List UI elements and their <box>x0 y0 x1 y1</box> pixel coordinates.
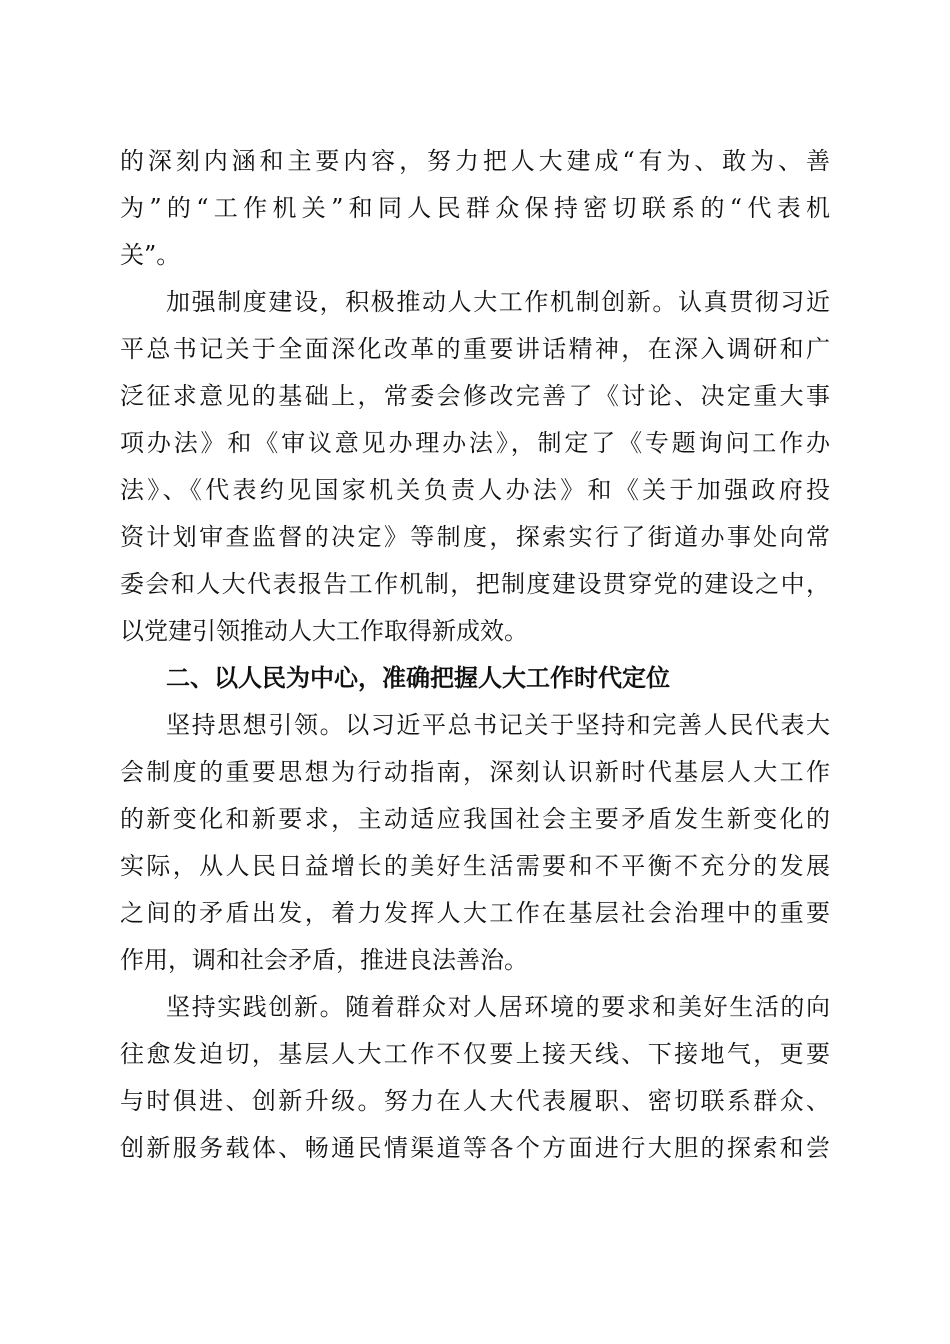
text-line: 坚持思想引领。以习近平总书记关于坚持和完善人民代表大 <box>166 711 830 739</box>
text-line: 资计划审查监督的决定》等制度，探索实行了街道办事处向常 <box>120 523 830 551</box>
text-line: 委会和人大代表报告工作机制，把制度建设贯穿党的建设之中， <box>120 570 830 598</box>
text-line: 创新服务载体、畅通民情渠道等各个方面进行大胆的探索和尝 <box>120 1134 830 1162</box>
text-line: 作用，调和社会矛盾，推进良法善治。 <box>120 946 528 974</box>
text-line: 加强制度建设，积极推动人大工作机制创新。认真贯彻习近 <box>166 288 830 316</box>
text-line: 的深刻内涵和主要内容，努力把人大建成“有为、敢为、善 <box>120 147 830 175</box>
text-line: 项办法》和《审议意见办理办法》，制定了《专题询问工作办 <box>120 429 830 457</box>
text-line: 的新变化和新要求，主动适应我国社会主要矛盾发生新变化的 <box>120 805 830 833</box>
section-heading: 二、以人民为中心，准确把握人大工作时代定位 <box>166 664 670 692</box>
text-line: 实际，从人民日益增长的美好生活需要和不平衡不充分的发展 <box>120 852 830 880</box>
text-line: 为”的“工作机关”和同人民群众保持密切联系的“代表机 <box>120 194 830 222</box>
text-line: 泛征求意见的基础上，常委会修改完善了《讨论、决定重大事 <box>120 382 830 410</box>
text-line: 以党建引领推动人大工作取得新成效。 <box>120 617 528 645</box>
text-line: 平总书记关于全面深化改革的重要讲话精神，在深入调研和广 <box>120 335 830 363</box>
text-line: 会制度的重要思想为行动指南，深刻认识新时代基层人大工作 <box>120 758 830 786</box>
text-line: 之间的矛盾出发，着力发挥人大工作在基层社会治理中的重要 <box>120 899 830 927</box>
text-line: 坚持实践创新。随着群众对人居环境的要求和美好生活的向 <box>166 993 830 1021</box>
text-line: 往愈发迫切，基层人大工作不仅要上接天线、下接地气，更要 <box>120 1040 830 1068</box>
text-line: 与时俱进、创新升级。努力在人大代表履职、密切联系群众、 <box>120 1087 830 1115</box>
text-line: 法》、《代表约见国家机关负责人办法》和《关于加强政府投 <box>120 476 830 504</box>
text-line: 关”。 <box>120 241 181 269</box>
